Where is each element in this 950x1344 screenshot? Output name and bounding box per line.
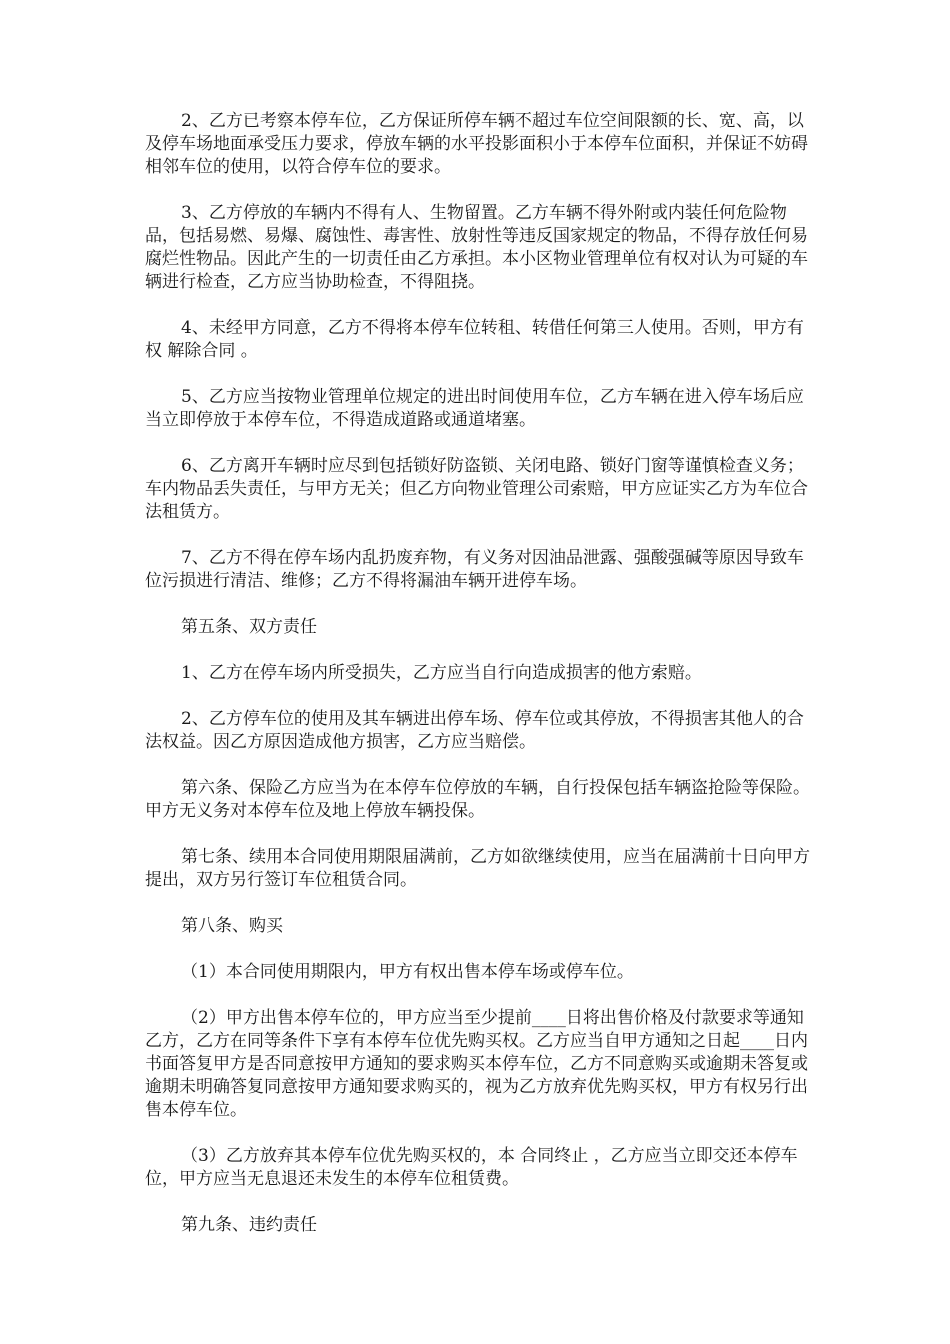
clause-paragraph: 5、乙方应当按物业管理单位规定的进出时间使用车位，乙方车辆在进入停车场后应当立即停放于本停车位，不得造成道路或通道堵塞。 [145,387,804,430]
clause-paragraph: 7、乙方不得在停车场内乱扔废弃物，有义务对因油品泄露、强酸强碱等原因导致车位污损进行清洁、维修；乙方不得将漏油车辆开进停车场。 [145,548,804,591]
article-heading: 第五条、双方责任 [181,617,317,637]
article-paragraph: 第六条、保险乙方应当为在本停车位停放的车辆，自行投保包括车辆盗抢险等保险。甲方无义务对本停车位及地上停放车辆投保。 [145,778,810,821]
article-heading: 第九条、违约责任 [181,1215,317,1235]
clause-paragraph: 2、乙方已考察本停车位，乙方保证所停车辆不超过车位空间限额的长、宽、高，以及停车场地面承受压力要求，停放车辆的水平投影面积小于本停车位面积，并保证不妨碍相邻车位的使用，以符合停车位的要求。 [145,111,808,177]
clause-paragraph: 2、乙方停车位的使用及其车辆进出停车场、停车位或其停放，不得损害其他人的合法权益。因乙方原因造成他方损害，乙方应当赔偿。 [145,709,804,752]
clause-paragraph: （3）乙方放弃其本停车位优先购买权的，本 合同终止 ，乙方应当立即交还本停车位，甲方应当无息退还未发生的本停车位租赁费。 [145,1146,798,1189]
clause-paragraph: （1）本合同使用期限内，甲方有权出售本停车场或停车位。 [181,962,634,982]
clause-paragraph: 6、乙方离开车辆时应尽到包括锁好防盗锁、关闭电路、锁好门窗等谨慎检查义务；车内物品丢失责任，与甲方无关；但乙方向物业管理公司索赔，甲方应证实乙方为车位合法租赁方。 [145,456,808,522]
clause-paragraph: 3、乙方停放的车辆内不得有人、生物留置。乙方车辆不得外附或内装任何危险物品，包括易燃、易爆、腐蚀性、毒害性、放射性等违反国家规定的物品，不得存放任何易腐烂性物品。因此产生的一切责任由乙方承担。本小区物业管理单位有权对认为可疑的车辆进行检查，乙方应当协助检查，不得阻挠。 [145,203,808,292]
article-paragraph: 第七条、续用本合同使用期限届满前，乙方如欲继续使用，应当在届满前十日向甲方提出，双方另行签订车位租赁合同。 [145,847,810,890]
clause-paragraph: （2）甲方出售本停车位的，甲方应当至少提前____日将出售价格及付款要求等通知乙方，乙方在同等条件下享有本停车位优先购买权。乙方应当自甲方通知之日起____日内书面答复甲方是否同意按甲方通知的要求购买本停车位，乙方不同意购买或逾期未答复或逾期未明确答复同意按甲方通知要求购买的，视为乙方放弃优先购买权，甲方有权另行出售本停车位。 [145,1008,808,1120]
clause-paragraph: 1、乙方在停车场内所受损失，乙方应当自行向造成损害的他方索赔。 [181,663,702,683]
article-heading: 第八条、购买 [181,916,283,936]
clause-paragraph: 4、未经甲方同意，乙方不得将本停车位转租、转借任何第三人使用。否则，甲方有权 解除合同 。 [145,318,804,361]
document-page [145,110,815,1260]
